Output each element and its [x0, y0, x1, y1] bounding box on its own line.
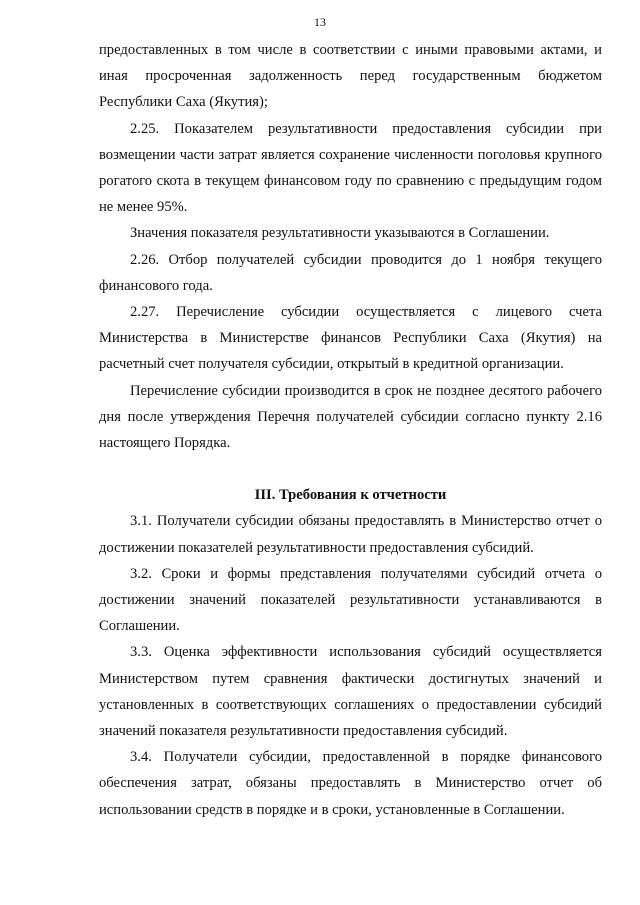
paragraph-2-25: 2.25. Показателем результативности предоставления субсидии при возмещении части затрат является сохранение численности поголовья крупного рогатого скота в текущем финансовом году по сравнению с предыдущим годом не менее 95%. — [99, 120, 602, 216]
document-body — [99, 0, 602, 823]
paragraph-3-1: 3.1. Получатели субсидии обязаны предоставлять в Министерство отчет о достижении показателей результативности предоставления субсидий. — [99, 513, 602, 556]
paragraph-3-2: 3.2. Сроки и формы представления получателями субсидий отчета о достижении значений показателей результативности устанавливаются в Соглашении. — [99, 565, 602, 635]
paragraph-continuation: предоставленных в том числе в соответствии с иными правовыми актами, и иная просроченная задолженность перед государственным бюджетом Республики Саха (Якутия); — [99, 42, 602, 111]
paragraph-2-26: 2.26. Отбор получателей субсидии проводится до 1 ноября текущего финансового года. — [99, 251, 602, 294]
paragraph-3-3: 3.3. Оценка эффективности использования субсидий осуществляется Министерством путем сравнения фактически достигнутых значений и установленных в соответствующих соглашениях о предоставлении субсидий значений показателя результативности предоставления субсидий. — [99, 644, 602, 740]
paragraph-3-4: 3.4. Получатели субсидии, предоставленной в порядке финансового обеспечения затрат, обязаны предоставлять в Министерство отчет об использовании средств в порядке и в сроки, установленные в Соглашении. — [99, 749, 602, 818]
section-heading-requirements: III. Требования к отчетности — [254, 487, 447, 504]
paragraph-2-27: 2.27. Перечисление субсидии осуществляется с лицевого счета Министерства в Министерстве финансов Республики Саха (Якутия) на расчетный счет получателя субсидии, открытый в кредитной организации. — [99, 304, 602, 373]
paragraph-2-25-values: Значения показателя результативности указываются в Соглашении. — [130, 225, 550, 242]
page-number: 13 — [314, 15, 326, 29]
paragraph-2-27-term: Перечисление субсидии производится в срок не позднее десятого рабочего дня после утверждения Перечня получателей субсидии согласно пункту 2.16 настоящего Порядка. — [99, 382, 602, 452]
